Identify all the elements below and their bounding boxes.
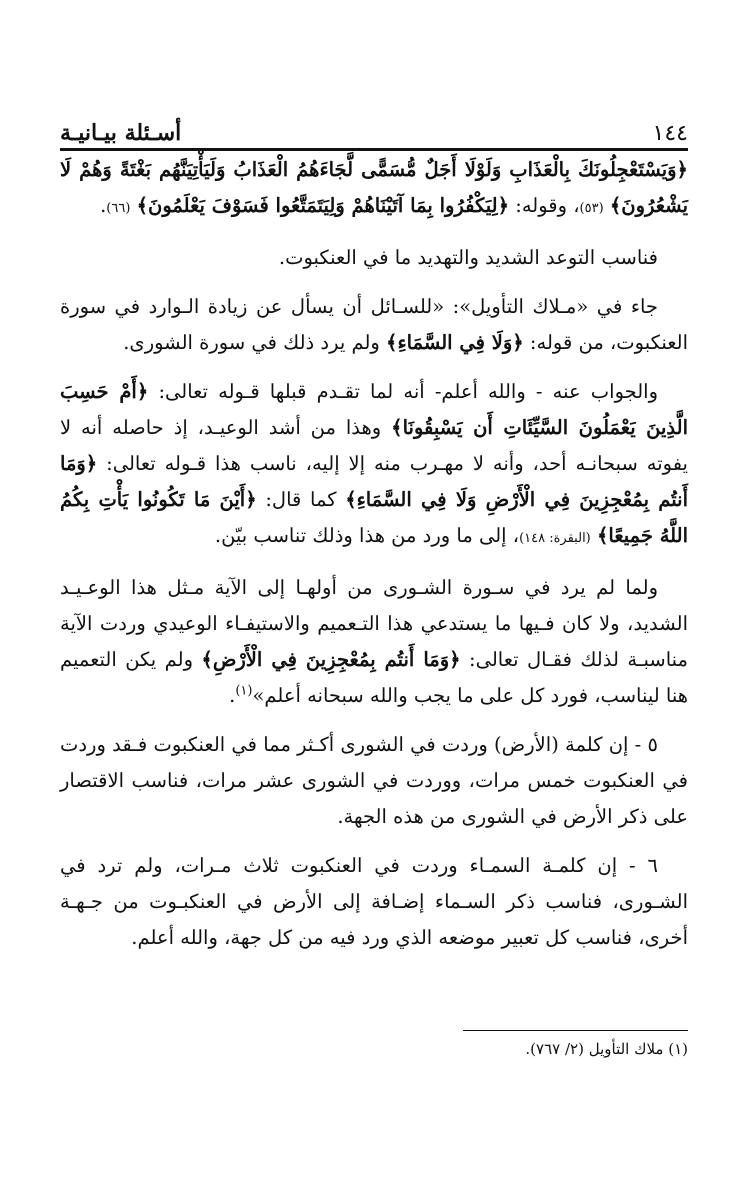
text: .: [100, 194, 107, 217]
paragraph-4: [60, 374, 688, 557]
verse-ref: (البقرة: ١٤٨): [519, 531, 591, 546]
text: ولما لم يرد في سـورة الشـورى من أولهـا إلى الآية مـثل هذا الوعـيـد الشديد، ولا كان فـيها ما يستدعي هذا التـعميم والاستيفـاء الوعيدي وردت الآية مناسبـة لذلك فقـال تعالى:: [60, 576, 688, 671]
text: .: [229, 684, 236, 707]
quran-verse: ﴿وَمَا أَنتُم بِمُعْجِزِينَ فِي الْأَرْضِ وَلَا فِي السَّمَاءِ﴾: [60, 452, 688, 511]
text: ولم يرد ذلك في سورة الشورى.: [123, 331, 387, 354]
footnote-marker[interactable]: (١): [235, 683, 253, 699]
paragraph-3: [60, 289, 688, 361]
paragraph-5: [60, 570, 688, 714]
text: ولم يكن التعميم هنا ليناسب، فورد كل على ما يجب والله سبحانه أعلم»: [60, 648, 688, 707]
footnote: (١) ملاك التأويل (٢/ ٧٦٧).: [525, 1040, 688, 1058]
text: ، إلى ما ورد من هذا وذلك تناسب بيّن.: [214, 524, 520, 547]
quran-verse: ﴿أَمْ حَسِبَ الَّذِينَ يَعْمَلُونَ السَّيِّئَاتِ أَن يَسْبِقُونَا﴾: [60, 380, 689, 439]
verse-ref: (٦٦): [106, 201, 131, 216]
quran-verse: ﴿وَمَا أَنتُم بِمُعْجِزِينَ فِي الْأَرْضِ﴾: [201, 648, 461, 671]
quran-verse: ﴿لِيَكْفُرُوا بِمَا آتَيْنَاهُمْ وَلِيَتَمَتَّعُوا فَسَوْفَ يَعْلَمُونَ﴾: [136, 194, 510, 217]
page-header: [60, 112, 688, 151]
footnote-divider: [463, 1030, 688, 1031]
text: وهذا من أشد الوعيـد، إذ حاصله أنه لا يفوته سبحانـه أحد، وأنه لا مهـرب منه إلا إليه، ناسب هذا قـوله تعالى:: [60, 416, 688, 475]
page-body: [60, 152, 688, 969]
text: كما قال:: [256, 488, 346, 511]
paragraph-2: فناسب التوعد الشديد والتهديد ما في العنكبوت.: [278, 246, 658, 269]
verse-ref: (٥٣): [579, 201, 604, 216]
running-title: أسـئلة بيـانيـة: [60, 120, 182, 146]
quran-verse: ﴿وَلَا فِي السَّمَاءِ﴾: [386, 331, 524, 354]
text: ، وقوله:: [509, 194, 580, 217]
paragraph-6: ٥ - إن كلمة (الأرض) وردت في الشورى أكـثر مما في العنكبوت فـقد وردت في العنكبوت خمس مرات، ووردت في الشورى عشر مرات، فناسب الاقتصار على ذكر الأرض في الشورى من هذه الجهة.: [60, 733, 688, 828]
paragraph-1: [60, 152, 688, 227]
page-number: ١٤٤: [652, 121, 688, 146]
paragraph-7: ٦ - إن كلمـة السمـاء وردت في العنكبوت ثلاث مـرات، ولم ترد في الشـورى، فناسب ذكر السـماء إضـافة إلى الأرض في العنكبـوت من جـهـة أخرى، فناسب كل تعبير موضعه الذي ورد فيه من كل جهة، والله أعلم.: [60, 854, 688, 949]
text: جاء في «مـلاك التأويل»: «للسـائل أن يسأل عن زيادة الـوارد في سورة العنكبوت، من قوله:: [60, 295, 688, 354]
quran-verse: ﴿وَيَسْتَعْجِلُونَكَ بِالْعَذَابِ وَلَوْلَا أَجَلٌ مُّسَمًّى لَّجَاءَهُمُ الْعَذَابُ وَلَيَأْتِيَنَّهُم بَغْتَةً وَهُمْ لَا يَشْعُرُونَ﴾: [60, 158, 688, 217]
quran-verse: ﴿أَيْنَ مَا تَكُونُوا يَأْتِ بِكُمُ اللَّهُ جَمِيعًا﴾: [60, 488, 688, 547]
text: والجواب عنه - والله أعلم- أنه لما تقـدم قبلها قـوله تعالى:: [148, 380, 659, 403]
